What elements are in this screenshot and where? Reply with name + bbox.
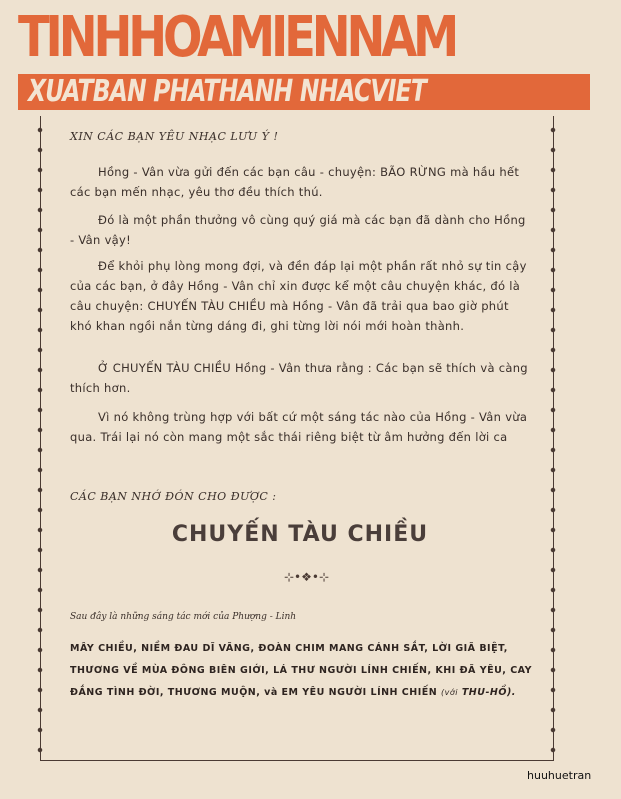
notice-heading: XIN CÁC BẠN YÊU NHẠC LƯU Ý !	[70, 130, 279, 143]
dotted-border-left	[36, 120, 44, 760]
ornament-icon: ⊹•❖•⊹	[284, 570, 330, 584]
paragraph-3: Để khỏi phụ lòng mong đợi, và đền đáp lại một phần rất nhỏ sự tin cậy của các bạn, ở đây Hồng - Vân chỉ xin được kể một câu chuyện khác, đó là câu chuyện: CHUYẾN TÀU CHIỀU mà Hồng - Vân đã trải qua bao giờ phút khó khan ngồi nắn từng dáng đi, ghi từng lời nói mới hoàn thành.	[70, 259, 527, 333]
paragraph-1: Hồng - Vân vừa gửi đến các bạn câu - chuyện: BÃO RỪNG mà hầu hết các bạn mến nhạc, yêu thơ đều thích thú.	[70, 165, 520, 199]
tagline-banner	[18, 74, 590, 110]
songs-coauthor: THU-HỒ).	[461, 687, 516, 698]
publisher-masthead: TINHHOAMIENNAM	[18, 5, 456, 70]
reminder-heading: CÁC BẠN NHỚ ĐÓN CHO ĐƯỢC :	[70, 490, 277, 503]
paragraph-2: Đó là một phần thưởng vô cùng quý giá mà các bạn đã dành cho Hồng - Vân vậy!	[70, 213, 526, 247]
songs-with-label: (với	[441, 688, 459, 697]
songs-list	[70, 638, 532, 704]
frame-bottom-border	[40, 760, 554, 761]
songs-titles: MÂY CHIỀU, NIỀM ĐAU DĨ VÃNG, ĐOÀN CHIM MANG CÁNH SẮT, LỜI GIÃ BIỆT, THƯƠNG VỀ MÙA ĐÔNG BIÊN GIỚI, LÁ THƯ NGƯỜI LÍNH CHIẾN, KHI ĐÃ YÊU, CAY ĐẮNG TÌNH ĐỜI, THƯƠNG MUỘN, và EM YÊU NGƯỜI LÍNH CHIẾN	[70, 643, 532, 698]
paragraph-4: Ở CHUYẾN TÀU CHIỀU Hồng - Vân thưa rằng : Các bạn sẽ thích và càng thích hơn.	[70, 361, 528, 395]
watermark-credit: huuhuetran	[527, 769, 592, 782]
featured-title: CHUYẾN TÀU CHIỀU	[171, 522, 429, 547]
songs-intro: Sau đây là những sáng tác mới của Phượng - Linh	[70, 612, 297, 622]
paragraph-5: Vì nó không trùng hợp với bất cứ một sáng tác nào của Hồng - Vân vừa qua. Trái lại nó còn mang một sắc thái riêng biệt từ âm hưởng đến lời ca	[70, 410, 528, 444]
tagline-text: XUATBAN PHATHANH NHACVIET	[28, 74, 427, 109]
dotted-border-right	[549, 120, 557, 760]
